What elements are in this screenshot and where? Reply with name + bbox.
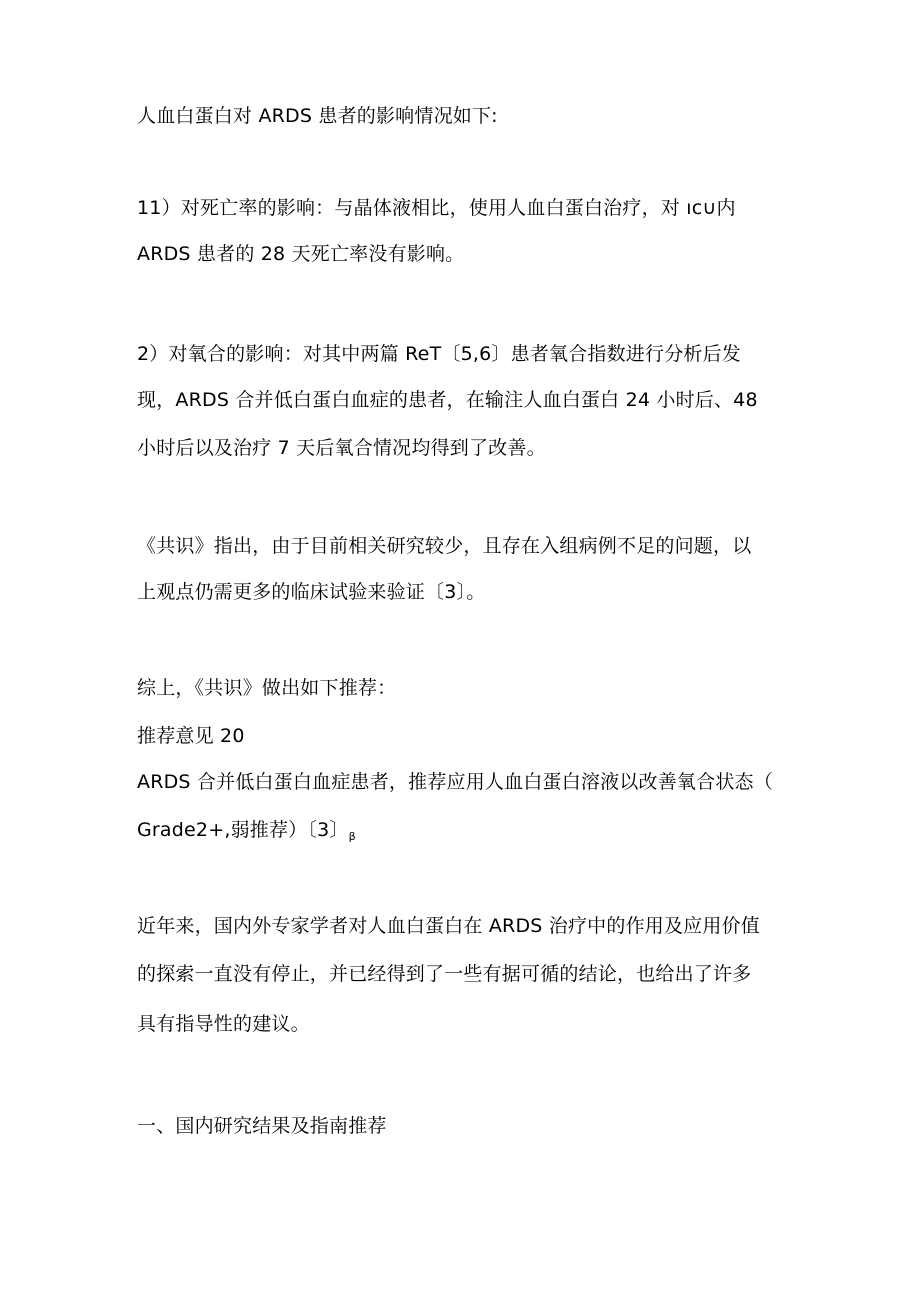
summary-line: 综上，《共识》做出如下推荐： — [137, 677, 397, 699]
section-heading: 一、国内研究结果及指南推荐 — [137, 1115, 387, 1137]
recent-paragraph-line-3: 具有指导性的建议。 — [137, 1013, 310, 1035]
recommendation-line-1: ARDS 合并低白蛋白血症患者，推荐应用人血白蛋白溶液以改善氧合状态（ — [137, 771, 773, 793]
recent-paragraph-line-1: 近年来，国内外专家学者对人血白蛋白在 ARDS 治疗中的作用及应用价值 — [137, 915, 760, 937]
recommendation-grade: Grade2+,弱推荐）〔3〕 — [137, 819, 349, 841]
recommendation-suffix: β — [348, 830, 356, 843]
oxygenation-paragraph-line-1: 2）对氧合的影响：对其中两篇 ReT〔5,6〕患者氧合指数进行分析后发 — [137, 343, 741, 365]
consensus-paragraph-line-2: 上观点仍需更多的临床试验来验证〔3〕。 — [137, 581, 486, 603]
recommendation-title: 推荐意见 20 — [137, 725, 245, 747]
intro-paragraph: 人血白蛋白对 ARDS 患者的影响情况如下: — [137, 105, 498, 127]
oxygenation-paragraph-line-3: 小时后以及治疗 7 天后氧合情况均得到了改善。 — [137, 437, 546, 459]
oxygenation-paragraph-line-2: 现，ARDS 合并低白蛋白血症的患者，在输注人血白蛋白 24 小时后、48 — [137, 389, 758, 411]
mortality-paragraph-line-2: ARDS 患者的 28 天死亡率没有影响。 — [137, 243, 465, 265]
mortality-paragraph-line-1: 11）对死亡率的影响：与晶体液相比，使用人血白蛋白治疗，对 ıc∪内 — [137, 197, 736, 219]
recommendation-line-2 — [137, 816, 356, 851]
consensus-paragraph-line-1: 《共识》指出，由于目前相关研究较少，且存在入组病例不足的问题，以 — [137, 535, 752, 557]
recent-paragraph-line-2: 的探索一直没有停止，并已经得到了一些有据可循的结论，也给出了许多 — [137, 963, 752, 985]
